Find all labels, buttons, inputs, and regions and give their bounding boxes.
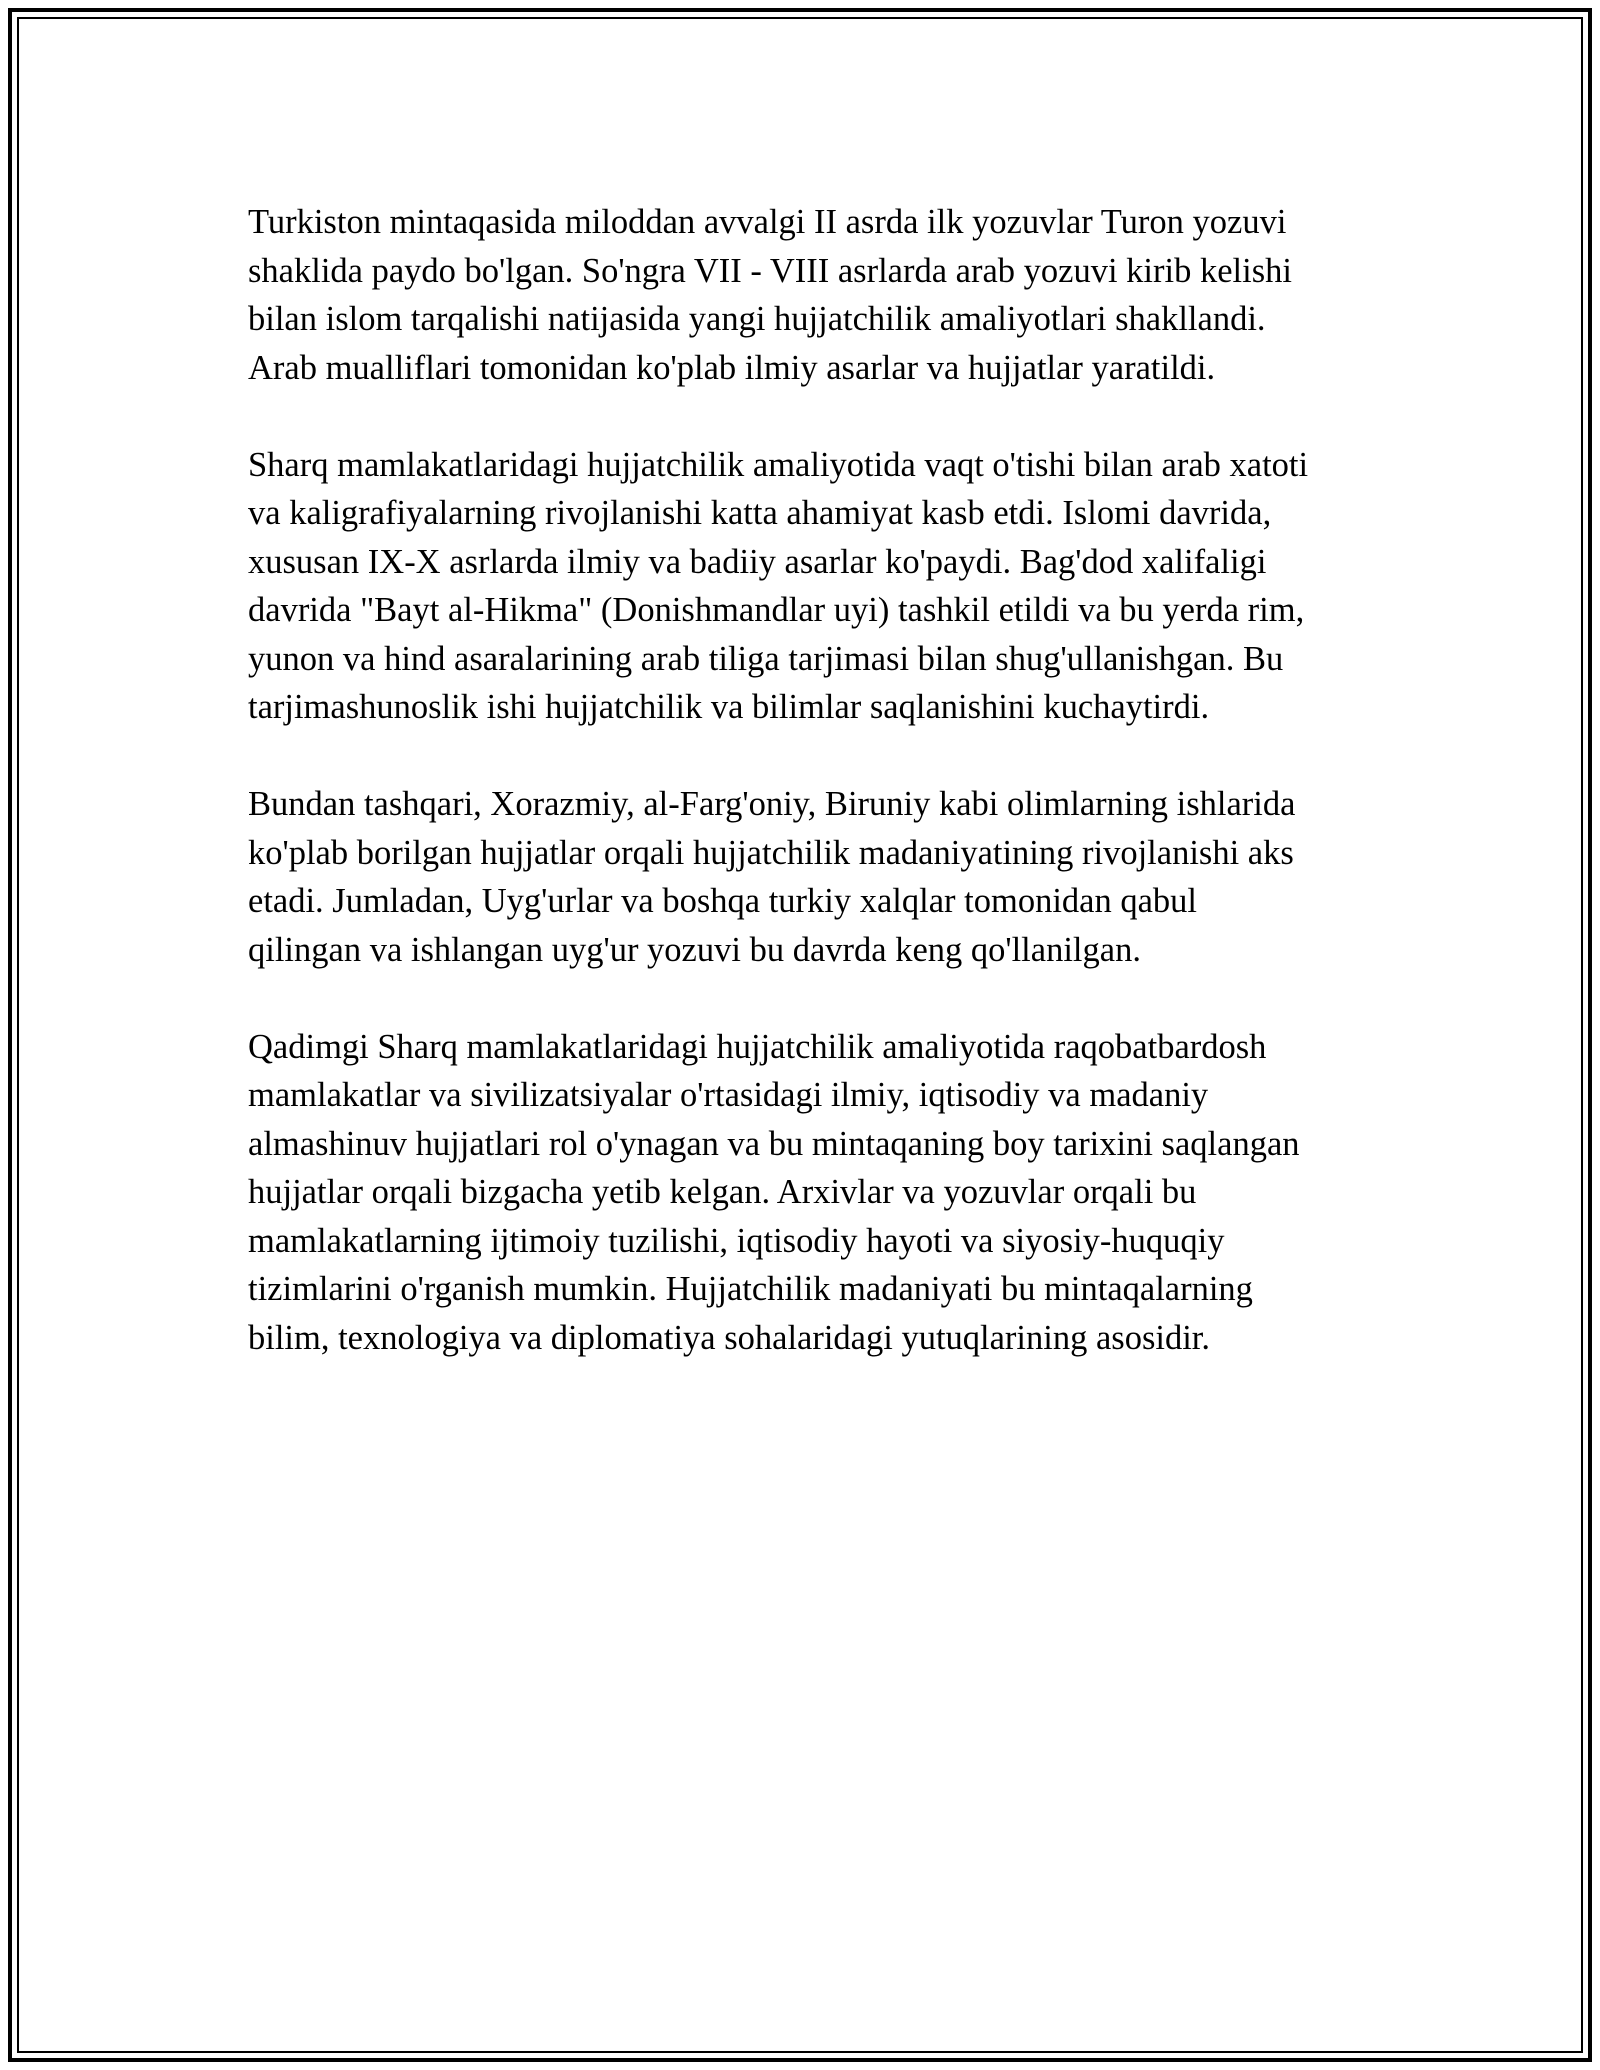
text-line: Bundan tashqari, Xorazmiy, al-Farg'oniy, Biruniy kabi olimlarning ishlarida	[248, 785, 1296, 823]
text-line: bilan islom tarqalishi natijasida yangi hujjatchilik amaliyotlari shakllandi.	[248, 300, 1266, 338]
paragraph-4	[248, 1023, 1378, 1363]
text-line: etadi. Jumladan, Uyg'urlar va boshqa turkiy xalqlar tomonidan qabul	[248, 882, 1197, 920]
text-line: Sharq mamlakatlaridagi hujjatchilik amaliyotida vaqt o'tishi bilan arab xatoti	[248, 445, 1309, 484]
paragraph-3	[248, 780, 1378, 974]
text-line: ko'plab borilgan hujjatlar orqali hujjatchilik madaniyatining rivojlanishi aks	[248, 833, 1294, 872]
text-line: mamlakatlarning ijtimoiy tuzilishi, iqtisodiy hayoti va siyosiy-huquqiy	[248, 1221, 1225, 1260]
text-line: qilingan va ishlangan uyg'ur yozuvi bu davrda keng qo'llanilgan.	[248, 930, 1141, 969]
paragraph-2	[248, 441, 1378, 732]
document-body	[248, 198, 1378, 1411]
text-line: yunon va hind asaralarining arab tiliga tarjimasi bilan shug'ullanishgan. Bu	[248, 639, 1284, 678]
text-line: xususan IX-X asrlarda ilmiy va badiiy asarlar ko'paydi. Bag'dod xalifaligi	[248, 542, 1267, 581]
document-page	[8, 8, 1592, 2062]
text-line: bilim, texnologiya va diplomatiya sohalaridagi yutuqlarining asosidir.	[248, 1318, 1211, 1357]
text-line: almashinuv hujjatlari rol o'ynagan va bu mintaqaning boy tarixini saqlangan	[248, 1124, 1300, 1163]
text-line: mamlakatlar va sivilizatsiyalar o'rtasidagi ilmiy, iqtisodiy va madaniy	[248, 1076, 1209, 1114]
paragraph-1	[248, 198, 1378, 392]
text-line: va kaligrafiyalarning rivojlanishi katta ahamiyat kasb etdi. Islomi davrida,	[248, 494, 1272, 532]
text-line: Qadimgi Sharq mamlakatlaridagi hujjatchilik amaliyotida raqobatbardosh	[248, 1027, 1267, 1066]
text-line: tarjimashunoslik ishi hujjatchilik va bilimlar saqlanishini kuchaytirdi.	[248, 688, 1210, 726]
text-line: hujjatlar orqali bizgacha yetib kelgan. Arxivlar va yozuvlar orqali bu	[248, 1173, 1197, 1211]
text-line: davrida "Bayt al-Hikma" (Donishmandlar uyi) tashkil etildi va bu yerda rim,	[248, 591, 1305, 629]
text-line: shaklida paydo bo'lgan. So'ngra VII - VIII asrlarda arab yozuvi kirib kelishi	[248, 251, 1292, 290]
text-line: Arab mualliflari tomonidan ko'plab ilmiy asarlar va hujjatlar yaratildi.	[248, 348, 1216, 387]
text-line: tizimlarini o'rganish mumkin. Hujjatchilik madaniyati bu mintaqalarning	[248, 1270, 1253, 1308]
text-line: Turkiston mintaqasida miloddan avvalgi II asrda ilk yozuvlar Turon yozuvi	[248, 203, 1287, 241]
